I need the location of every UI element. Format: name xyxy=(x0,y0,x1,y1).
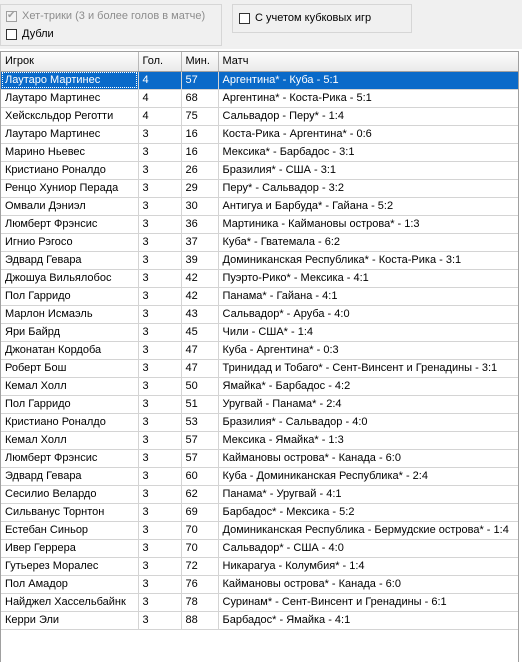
goals-cell: 4 xyxy=(138,71,181,89)
minute-cell: 53 xyxy=(181,413,218,431)
goals-cell: 3 xyxy=(138,233,181,251)
minute-cell: 37 xyxy=(181,233,218,251)
table-row[interactable] xyxy=(1,233,518,251)
table-body xyxy=(1,71,518,629)
match-cell: Сальвадор* - США - 4:0 xyxy=(218,539,518,557)
player-cell: Марино Ньевес xyxy=(1,143,138,161)
minute-cell: 39 xyxy=(181,251,218,269)
table-row[interactable] xyxy=(1,611,518,629)
player-cell: Эдвард Гевара xyxy=(1,251,138,269)
player-cell: Пол Гарридо xyxy=(1,395,138,413)
goals-cell: 4 xyxy=(138,107,181,125)
minute-cell: 68 xyxy=(181,89,218,107)
minute-cell: 42 xyxy=(181,269,218,287)
match-cell: Каймановы острова* - Канада - 6:0 xyxy=(218,449,518,467)
table-row[interactable] xyxy=(1,521,518,539)
minute-cell: 30 xyxy=(181,197,218,215)
minute-cell: 16 xyxy=(181,125,218,143)
filter-toolbar xyxy=(0,0,522,49)
match-cell: Антигуа и Барбуда* - Гайана - 5:2 xyxy=(218,197,518,215)
player-cell: Найджел Хассельбайнк xyxy=(1,593,138,611)
table-row[interactable] xyxy=(1,197,518,215)
minute-cell: 88 xyxy=(181,611,218,629)
match-cell: Суринам* - Сент-Винсент и Гренадины - 6:1 xyxy=(218,593,518,611)
player-cell: Хейсксльдор Реготти xyxy=(1,107,138,125)
goals-cell: 3 xyxy=(138,611,181,629)
hattricks-table xyxy=(1,52,519,630)
minute-cell: 45 xyxy=(181,323,218,341)
player-cell: Лаутаро Мартинес xyxy=(1,89,138,107)
goals-cell: 3 xyxy=(138,305,181,323)
goals-cell: 3 xyxy=(138,161,181,179)
goals-cell: 3 xyxy=(138,395,181,413)
hattricks-grid[interactable] xyxy=(0,51,519,662)
match-cell: Аргентина* - Коста-Рика - 5:1 xyxy=(218,89,518,107)
minute-cell: 57 xyxy=(181,431,218,449)
goal-type-group xyxy=(0,4,222,46)
goals-cell: 3 xyxy=(138,539,181,557)
table-row[interactable] xyxy=(1,107,518,125)
goals-cell: 3 xyxy=(138,413,181,431)
goals-cell: 3 xyxy=(138,341,181,359)
minute-cell: 51 xyxy=(181,395,218,413)
goals-cell: 3 xyxy=(138,323,181,341)
table-row[interactable] xyxy=(1,395,518,413)
goals-cell: 3 xyxy=(138,575,181,593)
match-cell: Панама* - Уругвай - 4:1 xyxy=(218,485,518,503)
player-cell: Сесилио Велардо xyxy=(1,485,138,503)
goals-cell: 3 xyxy=(138,359,181,377)
minute-cell: 47 xyxy=(181,341,218,359)
minute-cell: 43 xyxy=(181,305,218,323)
table-row[interactable] xyxy=(1,431,518,449)
table-row[interactable] xyxy=(1,359,518,377)
player-cell: Кристиано Роналдо xyxy=(1,161,138,179)
match-cell: Тринидад и Тобаго* - Сент-Винсент и Гренадины - 3:1 xyxy=(218,359,518,377)
doubles-label: Дубли xyxy=(22,28,54,40)
match-cell: Доминиканская Республика* - Коста-Рика - 3:1 xyxy=(218,251,518,269)
goals-cell: 3 xyxy=(138,179,181,197)
table-row[interactable] xyxy=(1,449,518,467)
goals-cell: 3 xyxy=(138,467,181,485)
table-row[interactable] xyxy=(1,125,518,143)
cup-games-label: С учетом кубковых игр xyxy=(255,12,372,24)
table-row[interactable] xyxy=(1,179,518,197)
checkmark-icon: ✔ xyxy=(7,9,16,21)
table-row[interactable] xyxy=(1,377,518,395)
player-cell: Роберт Бош xyxy=(1,359,138,377)
goals-cell: 3 xyxy=(138,269,181,287)
match-cell: Сальвадор - Перу* - 1:4 xyxy=(218,107,518,125)
doubles-checkbox[interactable] xyxy=(6,28,54,40)
table-row[interactable] xyxy=(1,341,518,359)
minute-cell: 76 xyxy=(181,575,218,593)
minute-cell: 57 xyxy=(181,71,218,89)
minute-cell: 69 xyxy=(181,503,218,521)
goals-cell: 4 xyxy=(138,89,181,107)
goals-cell: 3 xyxy=(138,251,181,269)
match-cell: Мартиника - Каймановы острова* - 1:3 xyxy=(218,215,518,233)
match-cell: Коста-Рика - Аргентина* - 0:6 xyxy=(218,125,518,143)
table-row[interactable] xyxy=(1,305,518,323)
table-row[interactable] xyxy=(1,71,518,89)
minute-cell: 78 xyxy=(181,593,218,611)
minute-cell: 50 xyxy=(181,377,218,395)
goals-cell: 3 xyxy=(138,287,181,305)
column-header-match[interactable]: Матч xyxy=(218,52,518,71)
table-row[interactable] xyxy=(1,539,518,557)
goals-cell: 3 xyxy=(138,125,181,143)
match-cell: Бразилия* - США - 3:1 xyxy=(218,161,518,179)
hattricks-label: Хет-трики (3 и более голов в матче) xyxy=(22,10,206,22)
match-cell: Чили - США* - 1:4 xyxy=(218,323,518,341)
goals-cell: 3 xyxy=(138,449,181,467)
goals-cell: 3 xyxy=(138,215,181,233)
goals-cell: 3 xyxy=(138,593,181,611)
player-cell: Яри Байрд xyxy=(1,323,138,341)
hattricks-checkbox-box[interactable] xyxy=(6,11,17,22)
match-cell: Сальвадор* - Аруба - 4:0 xyxy=(218,305,518,323)
header-row xyxy=(1,52,518,71)
player-cell: Лаутаро Мартинес xyxy=(1,71,138,89)
match-cell: Аргентина* - Куба - 5:1 xyxy=(218,71,518,89)
table-row[interactable] xyxy=(1,557,518,575)
player-cell: Марлон Исмаэль xyxy=(1,305,138,323)
minute-cell: 57 xyxy=(181,449,218,467)
goals-cell: 3 xyxy=(138,521,181,539)
match-cell: Пуэрто-Рико* - Мексика - 4:1 xyxy=(218,269,518,287)
goals-cell: 3 xyxy=(138,485,181,503)
goals-cell: 3 xyxy=(138,197,181,215)
match-cell: Куба - Доминиканская Республика* - 2:4 xyxy=(218,467,518,485)
goals-cell: 3 xyxy=(138,431,181,449)
match-cell: Никарагуа - Колумбия* - 1:4 xyxy=(218,557,518,575)
match-cell: Панама* - Гайана - 4:1 xyxy=(218,287,518,305)
player-cell: Кемал Холл xyxy=(1,377,138,395)
table-row[interactable] xyxy=(1,215,518,233)
match-cell: Перу* - Сальвадор - 3:2 xyxy=(218,179,518,197)
minute-cell: 26 xyxy=(181,161,218,179)
goals-cell: 3 xyxy=(138,143,181,161)
player-cell: Лаутаро Мартинес xyxy=(1,125,138,143)
minute-cell: 72 xyxy=(181,557,218,575)
table-row[interactable] xyxy=(1,161,518,179)
column-header-player[interactable]: Игрок xyxy=(1,52,138,71)
goals-cell: 3 xyxy=(138,503,181,521)
minute-cell: 70 xyxy=(181,539,218,557)
match-cell: Уругвай - Панама* - 2:4 xyxy=(218,395,518,413)
hattricks-checkbox[interactable] xyxy=(6,10,205,22)
player-cell: Люмберт Фрэнсис xyxy=(1,449,138,467)
minute-cell: 47 xyxy=(181,359,218,377)
minute-cell: 42 xyxy=(181,287,218,305)
player-cell: Ренцо Хуниор Перада xyxy=(1,179,138,197)
cup-games-checkbox[interactable] xyxy=(239,12,371,24)
player-cell: Сильванус Торнтон xyxy=(1,503,138,521)
table-row[interactable] xyxy=(1,485,518,503)
table-row[interactable] xyxy=(1,89,518,107)
table-row[interactable] xyxy=(1,251,518,269)
match-cell: Бразилия* - Сальвадор - 4:0 xyxy=(218,413,518,431)
table-row[interactable] xyxy=(1,575,518,593)
table-row[interactable] xyxy=(1,503,518,521)
player-cell: Игнио Рэгосо xyxy=(1,233,138,251)
minute-cell: 29 xyxy=(181,179,218,197)
player-cell: Гутьерез Моралес xyxy=(1,557,138,575)
column-header-goals[interactable]: Гол. xyxy=(138,52,181,71)
table-row[interactable] xyxy=(1,287,518,305)
match-cell: Куба - Аргентина* - 0:3 xyxy=(218,341,518,359)
table-row[interactable] xyxy=(1,413,518,431)
table-row[interactable] xyxy=(1,323,518,341)
minute-cell: 60 xyxy=(181,467,218,485)
minute-cell: 16 xyxy=(181,143,218,161)
player-cell: Эдвард Гевара xyxy=(1,467,138,485)
player-cell: Кристиано Роналдо xyxy=(1,413,138,431)
match-cell: Барбадос* - Ямайка - 4:1 xyxy=(218,611,518,629)
goals-cell: 3 xyxy=(138,557,181,575)
player-cell: Пол Амадор xyxy=(1,575,138,593)
player-cell: Керри Эли xyxy=(1,611,138,629)
match-cell: Ямайка* - Барбадос - 4:2 xyxy=(218,377,518,395)
player-cell: Люмберт Фрэнсис xyxy=(1,215,138,233)
minute-cell: 75 xyxy=(181,107,218,125)
player-cell: Кемал Холл xyxy=(1,431,138,449)
goals-cell: 3 xyxy=(138,377,181,395)
player-cell: Джошуа Вильялобос xyxy=(1,269,138,287)
player-cell: Омвали Дэниэл xyxy=(1,197,138,215)
doubles-checkbox-box[interactable] xyxy=(6,29,17,40)
match-cell: Каймановы острова* - Канада - 6:0 xyxy=(218,575,518,593)
table-row[interactable] xyxy=(1,143,518,161)
player-cell: Джонатан Кордоба xyxy=(1,341,138,359)
table-row[interactable] xyxy=(1,593,518,611)
player-cell: Пол Гарридо xyxy=(1,287,138,305)
player-cell: Ивер Геррера xyxy=(1,539,138,557)
match-cell: Мексика* - Барбадос - 3:1 xyxy=(218,143,518,161)
match-cell: Барбадос* - Мексика - 5:2 xyxy=(218,503,518,521)
cup-games-checkbox-box[interactable] xyxy=(239,13,250,24)
match-cell: Доминиканская Республика - Бермудские острова* - 1:4 xyxy=(218,521,518,539)
table-row[interactable] xyxy=(1,269,518,287)
match-cell: Мексика - Ямайка* - 1:3 xyxy=(218,431,518,449)
match-cell: Куба* - Гватемала - 6:2 xyxy=(218,233,518,251)
minute-cell: 62 xyxy=(181,485,218,503)
minute-cell: 36 xyxy=(181,215,218,233)
minute-cell: 70 xyxy=(181,521,218,539)
cup-games-group xyxy=(232,4,412,33)
player-cell: Естебан Синьор xyxy=(1,521,138,539)
column-header-minute[interactable]: Мин. xyxy=(181,52,218,71)
table-row[interactable] xyxy=(1,467,518,485)
